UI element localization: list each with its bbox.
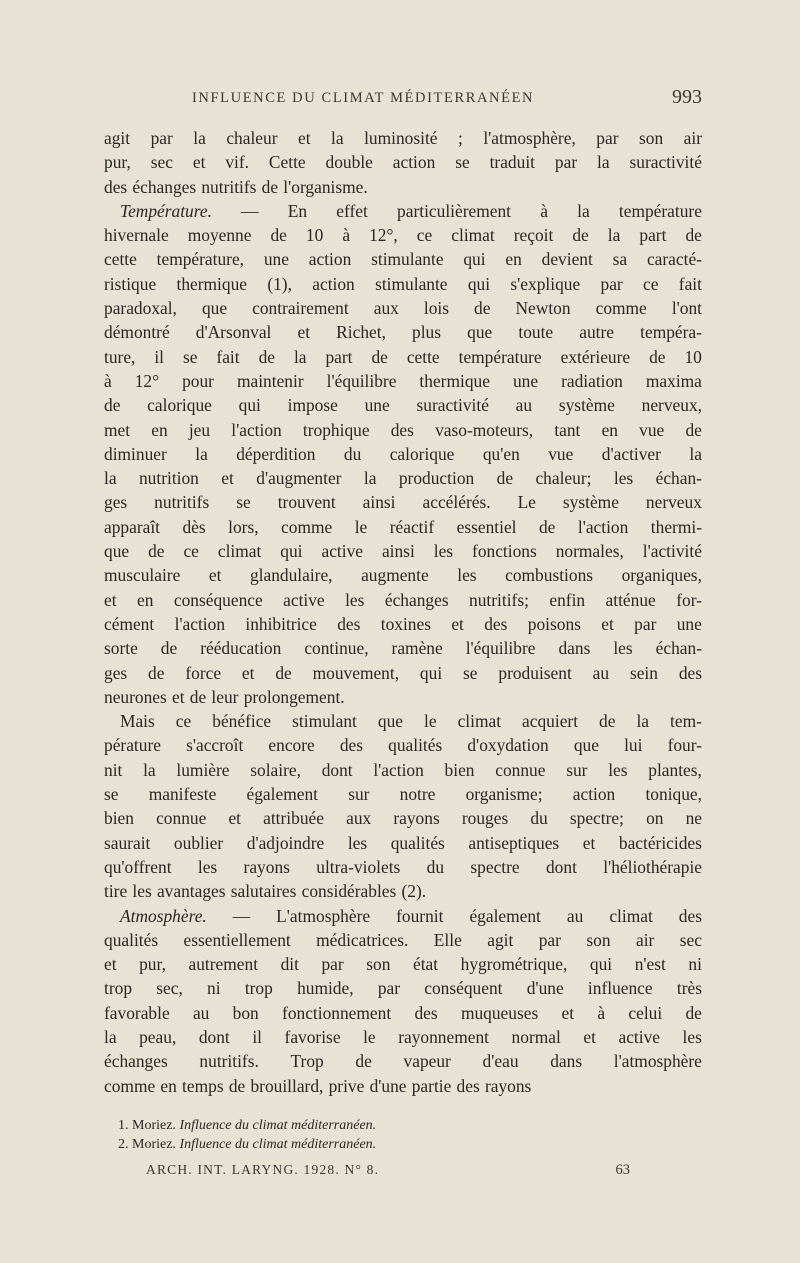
text-line: la nutrition et d'augmenter la production de chaleur; les échan- xyxy=(104,468,702,489)
text-line: diminuer la déperdition du calorique qu'en vue d'activer la xyxy=(104,443,702,464)
text-line: apparaît dès lors, comme le réactif essentiel de l'action thermi- xyxy=(104,516,702,537)
text-line: ges nutritifs se trouvent ainsi accélérés. Le système nerveux xyxy=(104,492,702,513)
text-line: saurait oublier d'adjoindre les qualités antiseptiques et bactéricides xyxy=(104,832,702,853)
journal-reference: ARCH. INT. LARYNG. 1928. N° 8. xyxy=(146,1162,380,1177)
page-number: 993 xyxy=(672,86,702,108)
text-line: que de ce climat qui active ainsi les fonctions normales, l'activité xyxy=(104,541,702,562)
text-line: hivernale moyenne de 10 à 12°, ce climat reçoit de la part de xyxy=(104,225,702,246)
text-line: bien connue et attribuée aux rayons rouges du spectre; on ne xyxy=(104,808,702,829)
text-line: des échanges nutritifs de l'organisme. xyxy=(104,176,368,197)
text-line: tire les avantages salutaires considérables (2). xyxy=(104,881,427,902)
text-line: neurones et de leur prolongement. xyxy=(104,686,345,707)
text-line: ristique thermique (1), action stimulante qui s'explique par ce fait xyxy=(104,273,702,294)
text-line: et en conséquence active les échanges nutritifs; enfin atténue for- xyxy=(104,589,702,610)
page-footer xyxy=(146,1162,630,1184)
text-line: met en jeu l'action trophique des vaso-moteurs, tant en vue de xyxy=(104,419,702,440)
text-line: et pur, autrement dit par son état hygrométrique, qui n'est ni xyxy=(104,954,702,975)
text-line: la peau, dont il favorise le rayonnement normal et active les xyxy=(104,1026,702,1047)
text-line: ges de force et de mouvement, qui se produisent au sein des xyxy=(104,662,702,683)
text-line: démontré d'Arsonval et Richet, plus que toute autre tempéra- xyxy=(104,322,702,343)
signature-mark: 63 xyxy=(615,1162,630,1178)
text-line: pur, sec et vif. Cette double action se traduit par la suractivité xyxy=(104,152,702,173)
text-line: sorte de rééducation continue, ramène l'équilibre dans les échan- xyxy=(104,638,702,659)
text-line: trop sec, ni trop humide, par conséquent d'une influence très xyxy=(104,978,702,999)
text-line: ture, il se fait de la part de cette température extérieure de 10 xyxy=(104,346,702,367)
text-line: pérature s'accroît encore des qualités d'oxydation que lui four- xyxy=(104,735,702,756)
footnote: 1. Moriez. Influence du climat méditerranéen. xyxy=(118,1118,377,1133)
text-line: cette température, une action stimulante qui en devient sa caracté- xyxy=(104,249,702,270)
text-line: échanges nutritifs. Trop de vapeur d'eau dans l'atmosphère xyxy=(104,1051,702,1072)
footnotes xyxy=(118,1117,598,1154)
page-header xyxy=(104,88,702,116)
text-line: Atmosphère. — L'atmosphère fournit également au climat des xyxy=(120,905,702,926)
text-line: nit la lumière solaire, dont l'action bien connue sur les plantes, xyxy=(104,759,702,780)
text-line: agit par la chaleur et la luminosité ; l'atmosphère, par son air xyxy=(104,128,702,148)
text-line: qu'offrent les rayons ultra-violets du spectre dont l'héliothérapie xyxy=(104,856,702,877)
text-line: à 12° pour maintenir l'équilibre thermique une radiation maxima xyxy=(104,370,702,391)
running-title: INFLUENCE DU CLIMAT MÉDITERRANÉEN xyxy=(192,90,535,106)
text-line: de calorique qui impose une suractivité au système nerveux, xyxy=(104,395,702,416)
text-line: cément l'action inhibitrice des toxines et des poisons et par une xyxy=(104,613,702,634)
text-line: comme en temps de brouillard, prive d'une partie des rayons xyxy=(104,1075,532,1096)
text-line: qualités essentiellement médicatrices. Elle agit par son air sec xyxy=(104,929,702,950)
text-line: Mais ce bénéfice stimulant que le climat acquiert de la tem- xyxy=(120,711,702,732)
text-line: musculaire et glandulaire, augmente les combustions organiques, xyxy=(104,565,702,586)
text-line: Température. — En effet particulièrement à la température xyxy=(120,200,702,221)
text-line: paradoxal, que contrairement aux lois de Newton comme l'ont xyxy=(104,298,702,319)
text-line: se manifeste également sur notre organisme; action tonique, xyxy=(104,784,702,805)
footnote: 2. Moriez. Influence du climat méditerranéen. xyxy=(118,1136,377,1152)
text-line: favorable au bon fonctionnement des muqueuses et à celui de xyxy=(104,1002,702,1023)
article-body xyxy=(104,126,702,1098)
